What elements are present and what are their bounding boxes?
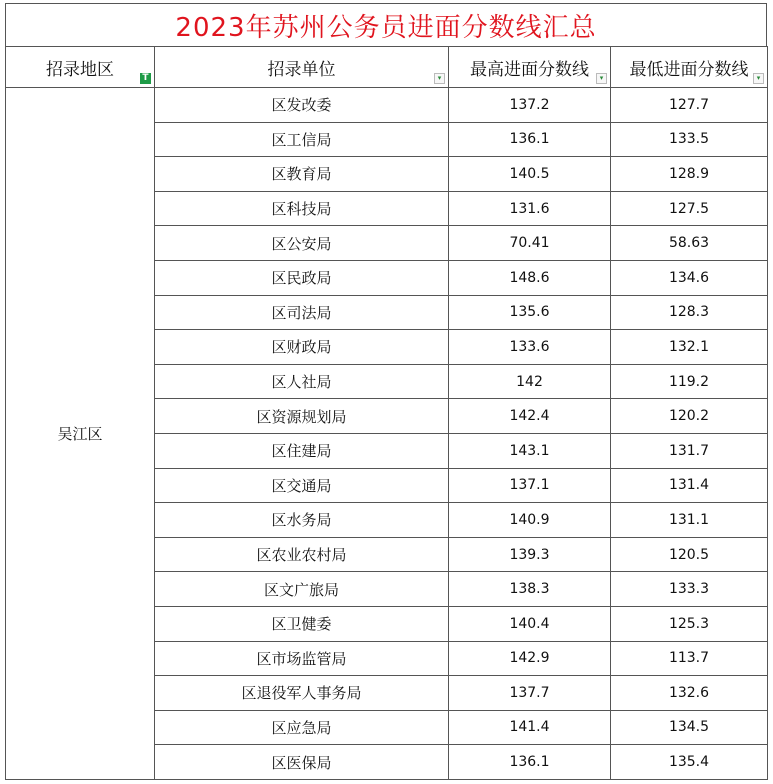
max-score-cell[interactable]: 137.2 xyxy=(449,88,611,123)
unit-cell[interactable]: 区公安局 xyxy=(155,226,449,261)
min-score-cell[interactable]: 119.2 xyxy=(611,364,768,399)
min-score-cell[interactable]: 127.7 xyxy=(611,88,768,123)
min-score-cell[interactable]: 133.5 xyxy=(611,122,768,157)
min-score-cell[interactable]: 125.3 xyxy=(611,606,768,641)
unit-cell[interactable]: 区交通局 xyxy=(155,468,449,503)
unit-cell[interactable]: 区资源规划局 xyxy=(155,399,449,434)
unit-cell[interactable]: 区应急局 xyxy=(155,710,449,745)
unit-cell[interactable]: 区科技局 xyxy=(155,191,449,226)
filter-dropdown-icon[interactable]: ▾ xyxy=(596,73,607,84)
max-score-cell[interactable]: 138.3 xyxy=(449,572,611,607)
filter-dropdown-icon[interactable]: ▾ xyxy=(434,73,445,84)
max-score-cell[interactable]: 141.4 xyxy=(449,710,611,745)
min-score-cell[interactable]: 113.7 xyxy=(611,641,768,676)
min-score-cell[interactable]: 120.2 xyxy=(611,399,768,434)
unit-cell[interactable]: 区医保局 xyxy=(155,745,449,780)
min-score-cell[interactable]: 120.5 xyxy=(611,537,768,572)
header-unit[interactable] xyxy=(155,47,449,88)
unit-cell[interactable]: 区司法局 xyxy=(155,295,449,330)
header-region[interactable] xyxy=(6,47,155,88)
min-score-cell[interactable]: 133.3 xyxy=(611,572,768,607)
min-score-cell[interactable]: 135.4 xyxy=(611,745,768,780)
max-score-cell[interactable]: 140.9 xyxy=(449,503,611,538)
min-score-cell[interactable]: 132.1 xyxy=(611,330,768,365)
min-score-cell[interactable]: 132.6 xyxy=(611,676,768,711)
unit-cell[interactable]: 区工信局 xyxy=(155,122,449,157)
max-score-cell[interactable]: 136.1 xyxy=(449,122,611,157)
max-score-cell[interactable]: 133.6 xyxy=(449,330,611,365)
max-score-cell[interactable]: 70.41 xyxy=(449,226,611,261)
unit-cell[interactable]: 区退役军人事务局 xyxy=(155,676,449,711)
filter-dropdown-icon[interactable]: ▾ xyxy=(753,73,764,84)
min-score-cell[interactable]: 131.7 xyxy=(611,433,768,468)
header-region-label: 招录地区 xyxy=(46,59,114,80)
min-score-cell[interactable]: 134.6 xyxy=(611,260,768,295)
max-score-cell[interactable]: 136.1 xyxy=(449,745,611,780)
header-max[interactable] xyxy=(449,47,611,88)
header-max-label: 最高进面分数线 xyxy=(470,59,589,80)
max-score-cell[interactable]: 137.7 xyxy=(449,676,611,711)
header-min[interactable] xyxy=(611,47,768,88)
max-score-cell[interactable]: 148.6 xyxy=(449,260,611,295)
filter-active-icon[interactable]: T xyxy=(140,73,151,84)
sheet-title: 2023年苏州公务员进面分数线汇总 xyxy=(5,3,767,46)
max-score-cell[interactable]: 131.6 xyxy=(449,191,611,226)
max-score-cell[interactable]: 143.1 xyxy=(449,433,611,468)
max-score-cell[interactable]: 135.6 xyxy=(449,295,611,330)
unit-cell[interactable]: 区农业农村局 xyxy=(155,537,449,572)
max-score-cell[interactable]: 137.1 xyxy=(449,468,611,503)
min-score-cell[interactable]: 128.9 xyxy=(611,157,768,192)
unit-cell[interactable]: 区民政局 xyxy=(155,260,449,295)
min-score-cell[interactable]: 134.5 xyxy=(611,710,768,745)
header-row xyxy=(6,47,768,88)
max-score-cell[interactable]: 140.5 xyxy=(449,157,611,192)
max-score-cell[interactable]: 142.9 xyxy=(449,641,611,676)
min-score-cell[interactable]: 131.4 xyxy=(611,468,768,503)
table-row xyxy=(6,88,768,123)
header-unit-label: 招录单位 xyxy=(267,59,336,80)
unit-cell[interactable]: 区市场监管局 xyxy=(155,641,449,676)
min-score-cell[interactable]: 58.63 xyxy=(611,226,768,261)
max-score-cell[interactable]: 142.4 xyxy=(449,399,611,434)
min-score-cell[interactable]: 128.3 xyxy=(611,295,768,330)
region-cell[interactable]: 吴江区 xyxy=(6,88,155,780)
header-min-label: 最低进面分数线 xyxy=(629,59,749,80)
unit-cell[interactable]: 区财政局 xyxy=(155,330,449,365)
max-score-cell[interactable]: 142 xyxy=(449,364,611,399)
unit-cell[interactable]: 区水务局 xyxy=(155,503,449,538)
unit-cell[interactable]: 区发改委 xyxy=(155,88,449,123)
min-score-cell[interactable]: 127.5 xyxy=(611,191,768,226)
unit-cell[interactable]: 区文广旅局 xyxy=(155,572,449,607)
unit-cell[interactable]: 区人社局 xyxy=(155,364,449,399)
unit-cell[interactable]: 区卫健委 xyxy=(155,606,449,641)
unit-cell[interactable]: 区教育局 xyxy=(155,157,449,192)
unit-cell[interactable]: 区住建局 xyxy=(155,433,449,468)
max-score-cell[interactable]: 139.3 xyxy=(449,537,611,572)
min-score-cell[interactable]: 131.1 xyxy=(611,503,768,538)
score-table xyxy=(5,46,768,780)
max-score-cell[interactable]: 140.4 xyxy=(449,606,611,641)
